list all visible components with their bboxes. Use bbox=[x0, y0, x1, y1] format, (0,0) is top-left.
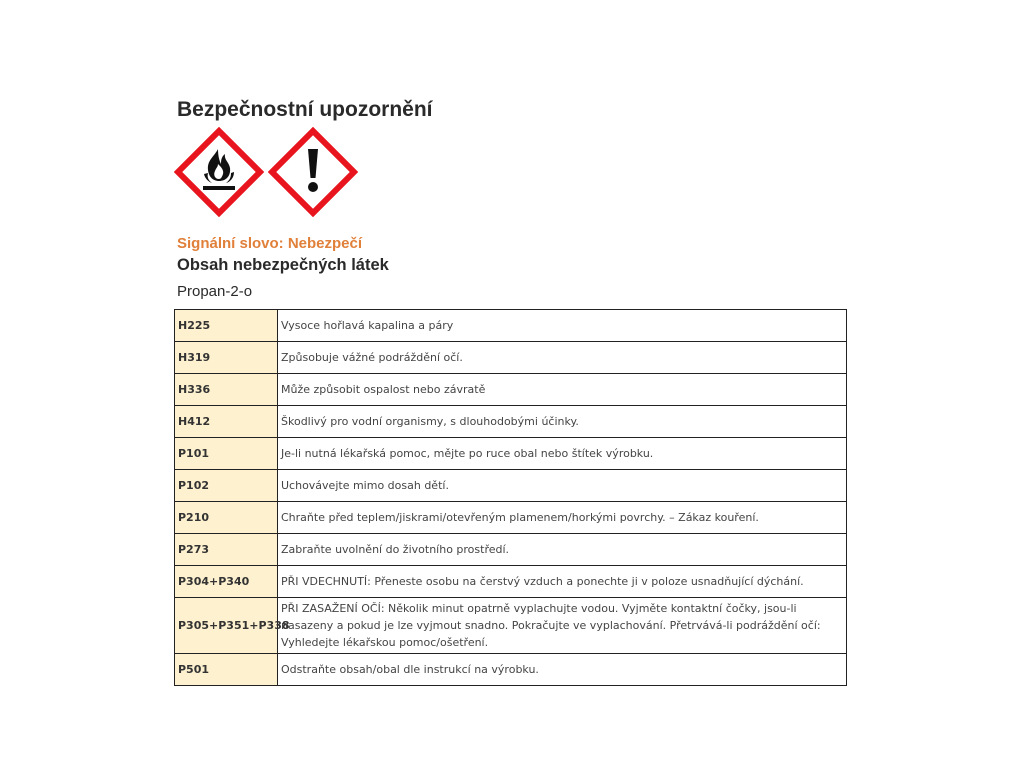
table-row bbox=[175, 654, 847, 686]
statement-text: Vysoce hořlavá kapalina a páry bbox=[278, 310, 847, 342]
statement-code: P101 bbox=[175, 438, 278, 470]
statement-text: Je-li nutná lékařská pomoc, mějte po ruce obal nebo štítek výrobku. bbox=[278, 438, 847, 470]
table-row bbox=[175, 534, 847, 566]
statement-text: Chraňte před teplem/jiskrami/otevřeným plamenem/horkými povrchy. – Zákaz kouření. bbox=[278, 502, 847, 534]
table-row bbox=[175, 566, 847, 598]
statement-code: H225 bbox=[175, 310, 278, 342]
table-row bbox=[175, 470, 847, 502]
table-row bbox=[175, 502, 847, 534]
statement-code: H336 bbox=[175, 374, 278, 406]
statement-text: Odstraňte obsah/obal dle instrukcí na výrobku. bbox=[278, 654, 847, 686]
statement-code: P273 bbox=[175, 534, 278, 566]
table-row bbox=[175, 342, 847, 374]
statement-code: H319 bbox=[175, 342, 278, 374]
signal-word: Signální slovo: Nebezpečí bbox=[177, 235, 363, 252]
table-row bbox=[175, 598, 847, 654]
exclamation-icon bbox=[268, 127, 358, 217]
table-row bbox=[175, 438, 847, 470]
statement-code: P304+P340 bbox=[175, 566, 278, 598]
ghs-pictograms bbox=[174, 127, 847, 217]
table-row bbox=[175, 406, 847, 438]
table-row bbox=[175, 310, 847, 342]
statement-code: H412 bbox=[175, 406, 278, 438]
statement-text: PŘI ZASAŽENÍ OČÍ: Několik minut opatrně vyplachujte vodou. Vyjměte kontaktní čočky, jsou-li nasazeny a pokud je lze vyjmout snadno. Pokračujte ve vyplachování. Přetrvává-li podráždění očí: Vyhledejte lékařskou pomoc/ošetření. bbox=[278, 598, 847, 654]
statement-text: PŘI VDECHNUTÍ: Přeneste osobu na čerstvý vzduch a ponechte ji v poloze usnadňující dýchání. bbox=[278, 566, 847, 598]
substance-name: Propan-2-o bbox=[177, 283, 253, 300]
hazard-statements-table bbox=[174, 309, 847, 686]
statement-code: P210 bbox=[175, 502, 278, 534]
statement-code: P102 bbox=[175, 470, 278, 502]
statement-text: Zabraňte uvolnění do životního prostředí. bbox=[278, 534, 847, 566]
statement-text: Uchovávejte mimo dosah dětí. bbox=[278, 470, 847, 502]
page-title: Bezpečnostní upozornění bbox=[177, 98, 433, 121]
statement-text: Škodlivý pro vodní organismy, s dlouhodobými účinky. bbox=[278, 406, 847, 438]
hazardous-substances-heading: Obsah nebezpečných látek bbox=[177, 256, 389, 274]
statement-code: P305+P351+P338 bbox=[175, 598, 278, 654]
statement-text: Může způsobit ospalost nebo závratě bbox=[278, 374, 847, 406]
safety-section bbox=[174, 96, 847, 686]
flame-icon bbox=[174, 127, 264, 217]
table-row bbox=[175, 374, 847, 406]
statement-code: P501 bbox=[175, 654, 278, 686]
statement-text: Způsobuje vážné podráždění očí. bbox=[278, 342, 847, 374]
